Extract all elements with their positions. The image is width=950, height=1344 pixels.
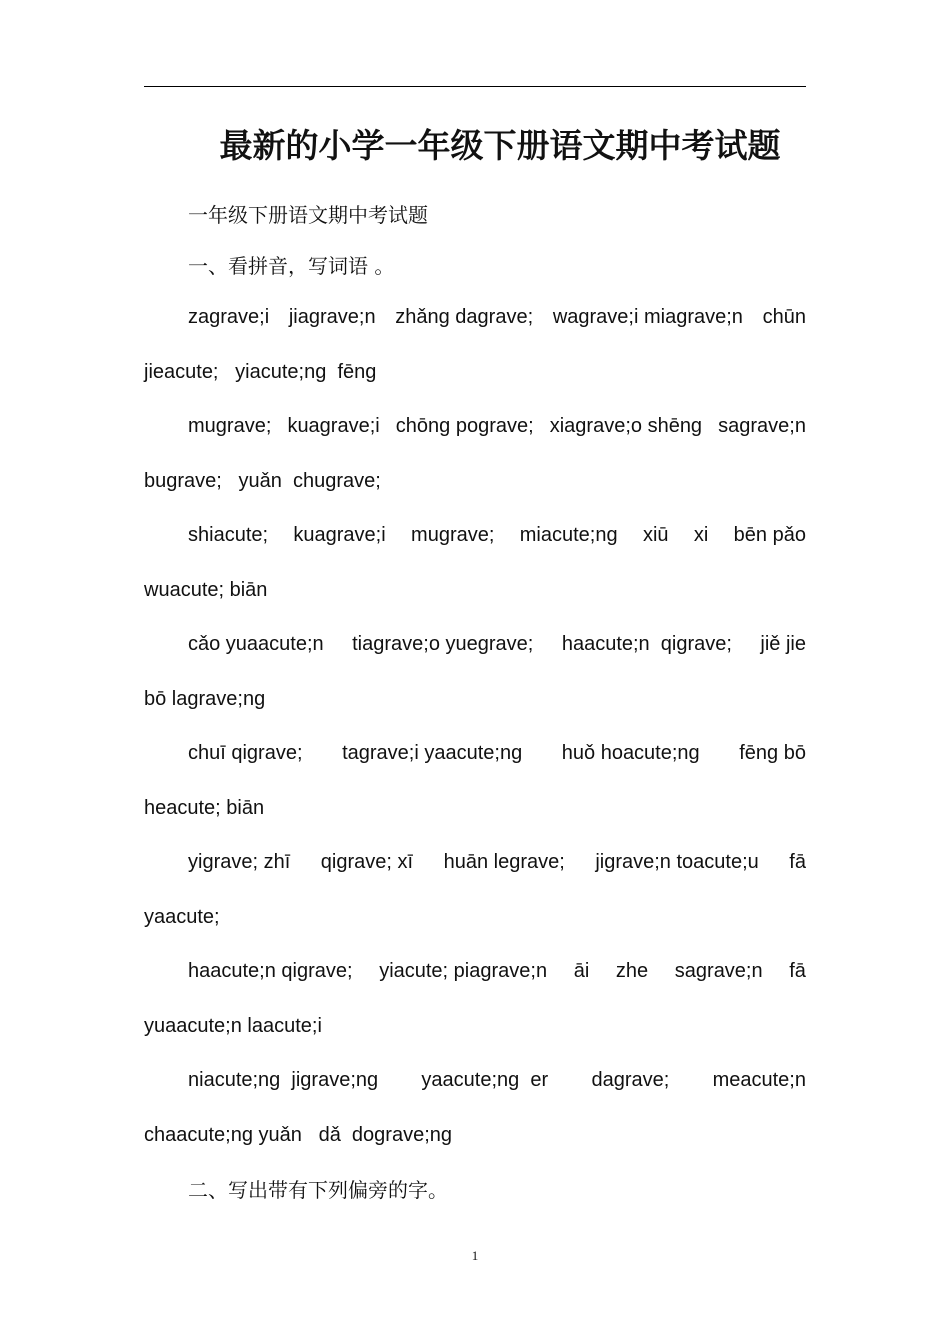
pinyin-row-second-line: wuacute; biān — [144, 578, 268, 601]
pinyin-word: kuagrave;i — [293, 524, 386, 546]
pinyin-word: haacute;n qigrave; — [188, 960, 353, 982]
pinyin-word: huān legrave; — [443, 851, 565, 873]
pinyin-row-first-line — [144, 411, 806, 441]
pinyin-row-second-line: chaacute;ng yuǎn dǎ dograve;ng — [144, 1123, 453, 1146]
pinyin-word: huǒ hoacute;ng — [561, 742, 700, 764]
pinyin-row-second-line: heacute; biān — [144, 796, 265, 819]
pinyin-word: fēng bō — [739, 742, 806, 764]
pinyin-word: sagrave;n — [674, 960, 763, 982]
pinyin-word: chōng pograve; — [395, 415, 534, 437]
pinyin-word: mugrave; — [188, 415, 272, 437]
pinyin-word: shiacute; — [188, 524, 269, 546]
pinyin-word: meacute;n — [712, 1069, 806, 1091]
pinyin-word: bēn pǎo — [733, 524, 806, 546]
subtitle: 一年级下册语文期中考试题 — [188, 203, 428, 227]
pinyin-row-first-line — [144, 847, 806, 877]
pinyin-word: cǎo yuaacute;n — [188, 633, 324, 655]
section-2-heading: 二、写出带有下列偏旁的字。 — [188, 1178, 448, 1202]
pinyin-word: xiū — [642, 524, 669, 546]
pinyin-word: tagrave;i yaacute;ng — [342, 742, 523, 764]
pinyin-word: dagrave; — [591, 1069, 670, 1091]
pinyin-word: zagrave;i — [188, 306, 270, 328]
document-title: 最新的小学一年级下册语文期中考试题 — [219, 126, 781, 165]
pinyin-word: zhe — [615, 960, 649, 982]
pinyin-row-first-line — [144, 956, 806, 986]
pinyin-row-first-line — [144, 302, 806, 332]
pinyin-word: zhǎng dagrave; — [395, 306, 534, 328]
pinyin-word: haacute;n qigrave; — [561, 633, 732, 655]
pinyin-row-second-line: jieacute; yiacute;ng fēng — [144, 360, 377, 383]
pinyin-word: āi — [573, 960, 590, 982]
page-number: 1 — [471, 1248, 479, 1263]
pinyin-word: miacute;ng — [519, 524, 618, 546]
pinyin-row-first-line — [144, 738, 806, 768]
pinyin-word: xiagrave;o shēng — [549, 415, 703, 437]
pinyin-row-first-line — [144, 629, 806, 659]
pinyin-row-second-line: bugrave; yuǎn chugrave; — [144, 469, 381, 492]
pinyin-word: yaacute;ng er — [421, 1069, 549, 1091]
pinyin-word: wagrave;i miagrave;n — [552, 306, 743, 328]
pinyin-word: jiagrave;n — [288, 306, 376, 328]
pinyin-word: chūn — [762, 306, 806, 328]
pinyin-word: fā — [789, 851, 806, 873]
pinyin-word: xi — [693, 524, 709, 546]
pinyin-word: chuī qigrave; — [188, 742, 303, 764]
pinyin-word: tiagrave;o yuegrave; — [352, 633, 534, 655]
header-rule — [144, 86, 806, 87]
pinyin-word: qigrave; xī — [320, 851, 414, 873]
pinyin-row-first-line — [144, 520, 806, 550]
pinyin-row-second-line: bō lagrave;ng — [144, 687, 266, 710]
pinyin-word: jigrave;n toacute;u — [595, 851, 759, 873]
pinyin-word: yigrave; zhī — [188, 851, 291, 873]
section-1-heading: 一、看拼音，写词语 。 — [188, 254, 395, 278]
pinyin-word: jiě jie — [760, 633, 806, 655]
pinyin-word: fā — [789, 960, 806, 982]
pinyin-word: sagrave;n — [718, 415, 806, 437]
pinyin-word: yiacute; piagrave;n — [379, 960, 548, 982]
pinyin-row-first-line — [144, 1065, 806, 1095]
pinyin-word: mugrave; — [411, 524, 495, 546]
pinyin-row-second-line: yuaacute;n laacute;i — [144, 1014, 322, 1037]
pinyin-word: niacute;ng jigrave;ng — [188, 1069, 379, 1091]
pinyin-row-second-line: yaacute; — [144, 905, 220, 928]
pinyin-word: kuagrave;i — [287, 415, 380, 437]
